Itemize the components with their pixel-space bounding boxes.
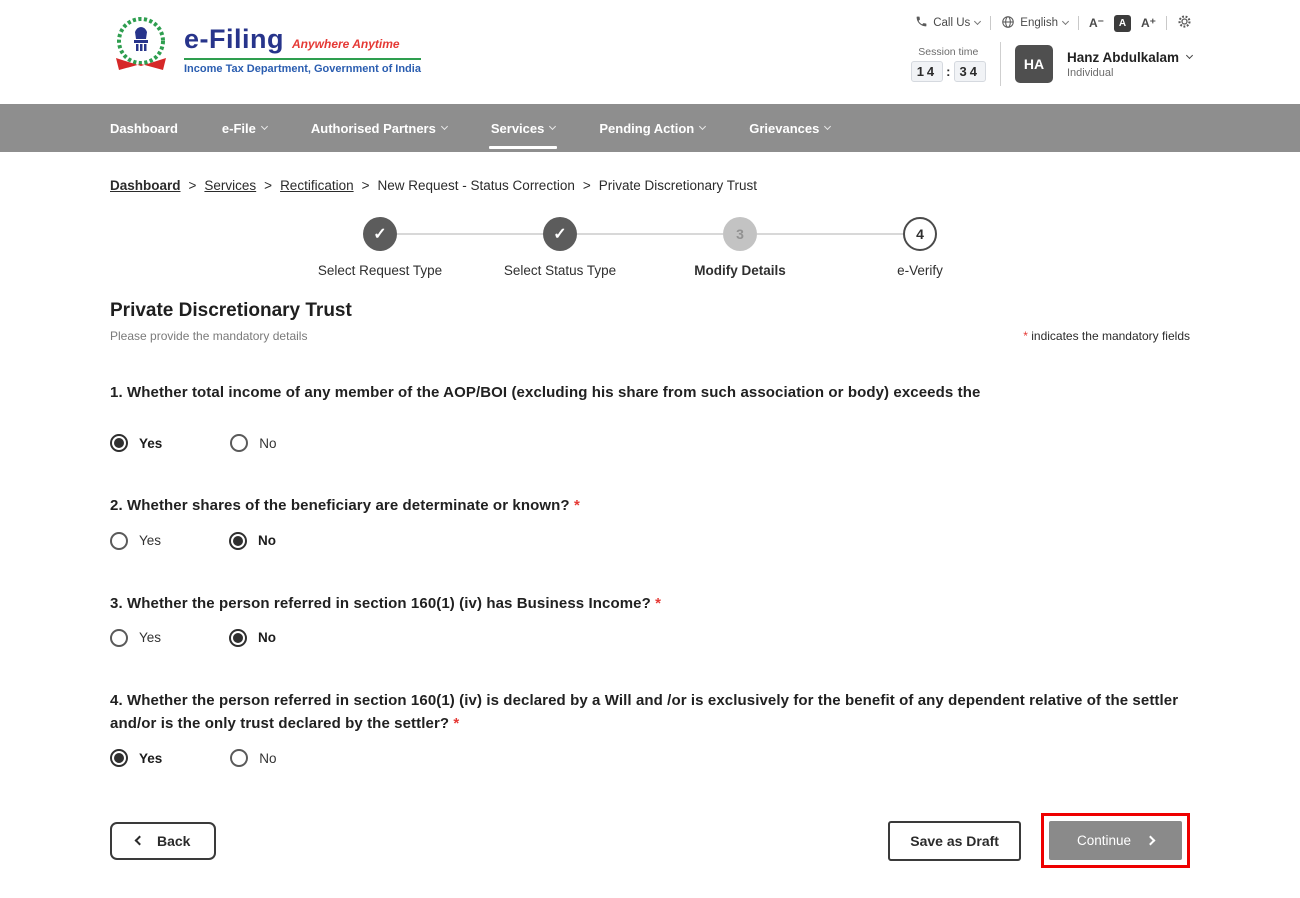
check-icon: ✓ — [543, 217, 577, 251]
font-decrease-button[interactable]: A⁻ — [1089, 16, 1104, 30]
chevron-down-icon — [549, 123, 556, 130]
language-label: English — [1020, 17, 1058, 29]
radio-icon — [230, 749, 248, 767]
breadcrumb-rectification[interactable]: Rectification — [280, 178, 354, 193]
user-role: Individual — [1066, 66, 1114, 79]
radio-option-yes[interactable]: Yes — [110, 434, 162, 452]
step-select-request-type: ✓ Select Request Type — [290, 217, 470, 278]
chevron-down-icon — [699, 123, 706, 130]
chevron-right-icon — [1146, 836, 1156, 846]
question-4: 4. Whether the person referred in section 160(1) (iv) is declared by a Will and /or is exclusively for the benefit of any dependent relative of the settler and/or is the only trust declared by the settler? * Yes No — [110, 689, 1190, 768]
nav-item-efile[interactable]: e-File — [222, 104, 267, 152]
mandatory-fields-note: * indicates the mandatory fields — [1023, 329, 1190, 343]
form-actions — [110, 813, 1190, 898]
chevron-down-icon — [441, 123, 448, 130]
main-navbar — [0, 104, 1300, 152]
annotation-highlight-box — [1041, 813, 1190, 868]
page-title-row — [110, 300, 1190, 343]
page-subtitle: Please provide the mandatory details — [110, 329, 308, 343]
question-2: 2. Whether shares of the beneficiary are determinate or known? * Yes No — [110, 494, 1190, 549]
radio-option-no[interactable]: No — [229, 532, 276, 550]
progress-stepper — [290, 217, 1010, 278]
divider — [1166, 16, 1167, 30]
save-as-draft-button[interactable]: Save as Draft — [888, 821, 1021, 861]
question-4-options — [110, 749, 1190, 767]
divider — [990, 16, 991, 30]
user-avatar[interactable]: HA — [1015, 45, 1053, 83]
check-icon: ✓ — [363, 217, 397, 251]
step-number: 4 — [903, 217, 937, 251]
breadcrumb-current-page: Private Discretionary Trust — [598, 178, 758, 193]
language-menu[interactable] — [1001, 15, 1068, 32]
back-button[interactable]: Back — [110, 822, 216, 860]
chevron-down-icon — [1186, 52, 1193, 59]
radio-icon — [110, 434, 128, 452]
divider — [1000, 42, 1001, 86]
call-us-menu[interactable] — [915, 15, 980, 31]
session-minutes: 14 — [911, 61, 943, 82]
chevron-down-icon — [261, 123, 268, 130]
session-time-separator: : — [946, 64, 951, 79]
nav-item-authorised-partners[interactable]: Authorised Partners — [311, 104, 447, 152]
brand-tagline: Anywhere Anytime — [292, 37, 400, 51]
continue-button[interactable]: Continue — [1049, 821, 1182, 860]
settings-gear-icon[interactable] — [1177, 14, 1192, 32]
breadcrumb-new-request: New Request - Status Correction — [377, 178, 575, 193]
font-increase-button[interactable]: A⁺ — [1141, 16, 1156, 30]
question-1-options — [110, 434, 1190, 452]
question-2-options — [110, 532, 1190, 550]
session-seconds: 34 — [954, 61, 986, 82]
radio-option-yes[interactable]: Yes — [110, 749, 162, 767]
radio-icon — [230, 434, 248, 452]
header-utilities — [911, 10, 1192, 86]
radio-option-no[interactable]: No — [230, 749, 276, 767]
phone-icon — [915, 15, 928, 31]
efiling-logo — [110, 14, 421, 85]
step-number: 3 — [723, 217, 757, 251]
step-modify-details: 3 Modify Details — [650, 217, 830, 278]
department-name: Income Tax Department, Government of India — [184, 63, 421, 75]
radio-option-no[interactable]: No — [229, 629, 276, 647]
radio-option-yes[interactable]: Yes — [110, 629, 161, 647]
nav-item-pending-action[interactable]: Pending Action — [599, 104, 705, 152]
chevron-down-icon — [824, 123, 831, 130]
globe-icon — [1001, 15, 1015, 32]
step-select-status-type: ✓ Select Status Type — [470, 217, 650, 278]
page-title: Private Discretionary Trust — [110, 300, 352, 321]
divider — [1078, 16, 1079, 30]
user-name: Hanz Abdulkalam — [1066, 49, 1179, 65]
chevron-down-icon — [1062, 18, 1069, 25]
radio-option-no[interactable]: No — [230, 434, 276, 452]
question-text: 2. Whether shares of the beneficiary are determinate or known? — [110, 497, 570, 515]
breadcrumb-services[interactable]: Services — [204, 178, 257, 193]
question-3: 3. Whether the person referred in section 160(1) (iv) has Business Income? * Yes No — [110, 592, 1190, 647]
question-text: 1. Whether total income of any member of the AOP/BOI (excluding his share from such association or body) exceeds the — [110, 384, 981, 401]
main-content — [0, 178, 1300, 898]
question-text: 4. Whether the person referred in section 160(1) (iv) is declared by a Will and /or is exclusively for the benefit of any dependent relative of the settler and/or is the only trust declared by the settler? — [110, 691, 1179, 732]
question-text: 3. Whether the person referred in section 160(1) (iv) has Business Income? — [110, 594, 651, 612]
font-default-button[interactable]: A — [1114, 15, 1131, 32]
radio-icon — [110, 749, 128, 767]
radio-icon — [229, 629, 247, 647]
breadcrumb: Dashboard > Services > Rectification > New Request - Status Correction > Private Discretionary Trust — [110, 178, 758, 193]
session-timer — [911, 46, 986, 82]
session-time-label: Session time — [918, 46, 979, 58]
nav-item-grievances[interactable]: Grievances — [749, 104, 830, 152]
chevron-left-icon — [135, 836, 145, 846]
chevron-down-icon — [974, 18, 981, 25]
nav-item-dashboard[interactable]: Dashboard — [110, 120, 178, 136]
national-emblem-icon — [110, 14, 172, 85]
call-us-label: Call Us — [933, 17, 971, 29]
radio-icon — [110, 629, 128, 647]
step-e-verify: 4 e-Verify — [830, 217, 1010, 278]
radio-option-yes[interactable]: Yes — [110, 532, 161, 550]
breadcrumb-dashboard[interactable]: Dashboard — [110, 178, 181, 193]
question-1 — [110, 381, 1190, 452]
app-header — [0, 0, 1300, 104]
nav-item-services[interactable]: Services — [491, 104, 556, 152]
question-3-options — [110, 629, 1190, 647]
brand-name: e-Filing — [184, 24, 284, 54]
user-menu[interactable] — [1067, 50, 1192, 79]
radio-icon — [110, 532, 128, 550]
radio-icon — [229, 532, 247, 550]
